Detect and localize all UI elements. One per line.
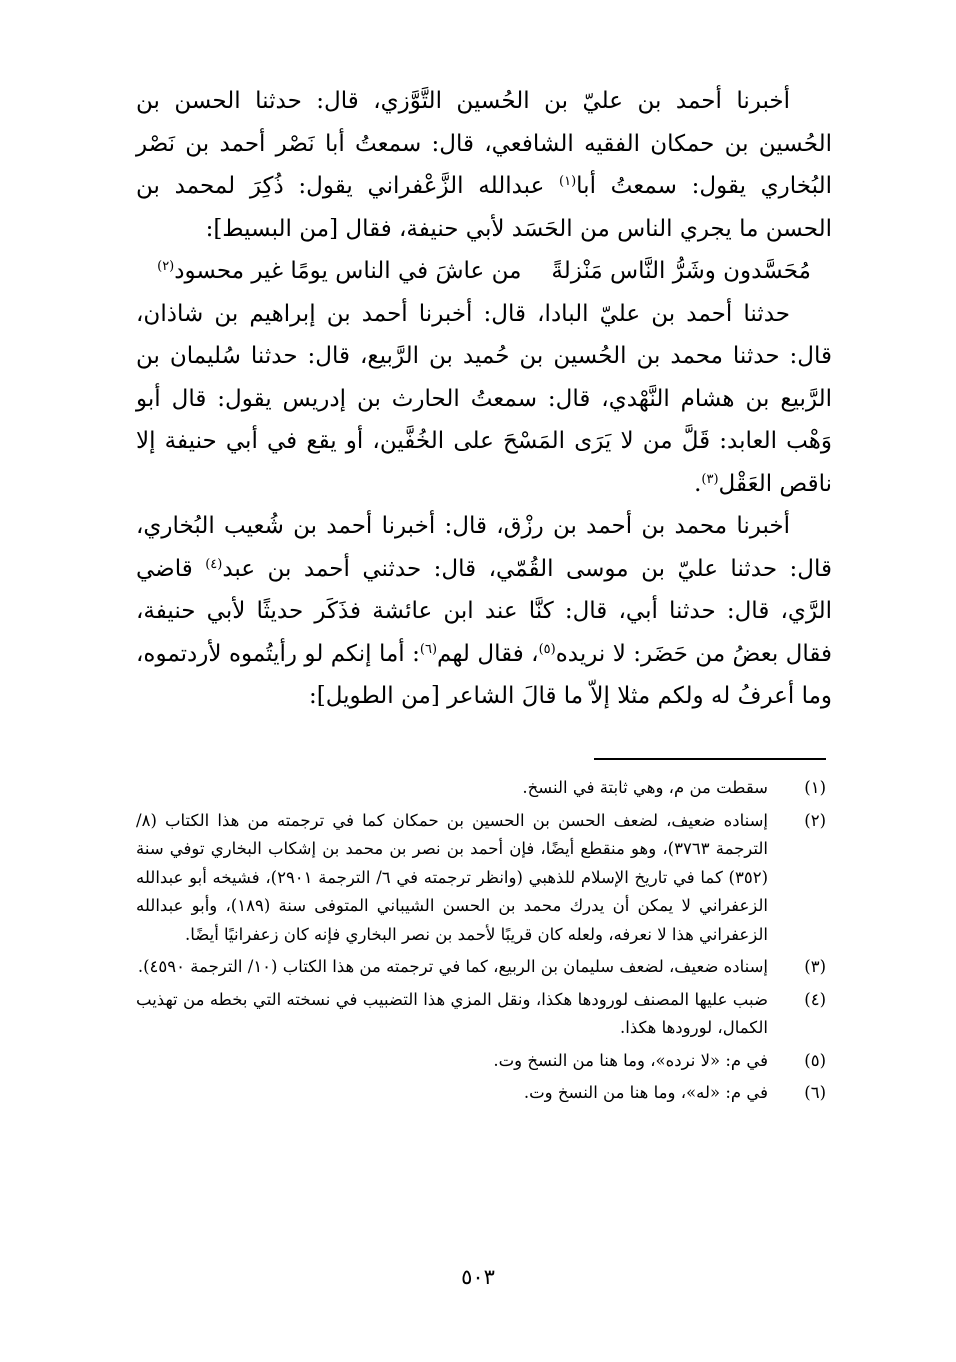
footnote-text: في م: «لا نرده»، وما هنا من النسخ وت.	[493, 1050, 768, 1070]
footnote-number: (١)	[804, 778, 826, 797]
verse-second-hemistich	[157, 250, 521, 293]
paragraph-3	[136, 505, 832, 718]
paragraph-3-text-d: : أما إنكم لو رأيتُموه لأردتموه، وما أعرفُ له ولكم مثلا إلاّ ما قالَ الشاعر [من الطويل]:	[136, 640, 832, 709]
paragraph-3-text-b: قاضي الرَّي، قال: حدثنا أبي، قال: كنَّا عند ابن عائشة فذَكَر حديثًا لأبي حنيفة، فقال بعضُ من حَضَر: لا نريده	[136, 555, 833, 667]
paragraph-1	[136, 80, 832, 250]
footnote-text: ضبب عليها المصنف لورودها هكذا، ونقل المزي هذا التضبيب في نسخته التي بخطه من تهذيب الكمال، لورودها هكذا.	[136, 989, 768, 1037]
paragraph-3-text-a: أخبرنا محمد بن أحمد بن رزْق، قال: أخبرنا أحمد بن شُعيب البُخاري، قال: حدثنا عليّ بن موسى القُمّي، قال: حدثني أحمد بن عبد	[136, 513, 833, 582]
footnote-4	[136, 986, 826, 1043]
verse-second-text: من عاشَ في الناس يومًا غير محسود	[174, 258, 522, 284]
footnote-number: (٤)	[804, 989, 826, 1009]
paragraph-2-text: حدثنا أحمد بن عليّ البادا، قال: أخبرنا أحمد بن إبراهيم بن شاذان، قال: حدثنا محمد بن الحُسين بن حُميد بن الرَّبيع، قال: حدثنا سُليمان بن الرَّبيع بن هشام النَّهْدي، قال: سمعتُ الحارث بن إدريس يقول: قال أبو وَهْب العابد: قَلَّ من لا يَرَى المَسْحَ على الخُفَّين، أو يقع في أبي حنيفة إلا ناقص العَقْل	[136, 300, 832, 497]
main-text	[136, 80, 832, 718]
footnote-1	[136, 774, 826, 803]
verse-line	[136, 250, 832, 293]
paragraph-3-text-c: ، فقال لهم	[437, 640, 539, 667]
paragraph-2	[136, 293, 832, 506]
footnote-number: (٢)	[804, 810, 826, 830]
footnote-text: إسناده ضعيف، لضعف الحسن بن الحسين بن حمكان كما في ترجمته من هذا الكتاب (٨/ الترجمة ٣٧٦٣)، وهو منقطع أيضًا، فإن أحمد بن نصر بن محمد بن إشكاب البخاري توفي سنة (٣٥٢) كما في تاريخ الإسلام للذهبي (وانظر ترجمته في ٦/ الترجمة ٢٩٠١)، فشيخه أبو عبدالله الزعفراني لا يمكن أن يدرك محمد بن الحسن الشيباني المتوفى سنة (١٨٩)، وأبو عبدالله الزعفراني هذا لا نعرفه، ولعله كان قريبًا لأحمد بن نصر البخاري فإنه كان زعفرانيًا أيضًا.	[136, 810, 769, 944]
footnote-ref-6: (٦)	[419, 641, 438, 657]
footnote-ref-5: (٥)	[538, 641, 556, 657]
footnote-number: (٥)	[804, 1050, 826, 1070]
footnote-ref-2: (٢)	[157, 259, 175, 274]
footnote-6	[136, 1079, 826, 1108]
footnote-separator	[594, 758, 826, 760]
footnote-text: إسناده ضعيف، لضعف سليمان بن الربيع، كما في ترجمته من هذا الكتاب (١٠/ الترجمة ٤٥٩٠).	[137, 957, 768, 976]
paragraph-1-text: أخبرنا أحمد بن عليّ بن الحُسين التَّوَّزي، قال: حدثنا الحسن بن الحُسين بن حمكان الفقيه الشافعي، قال: سمعتُ أبا نَصْر أحمد بن نَصْر البُخاري يقول: سمعتُ أبا	[136, 88, 832, 199]
paragraph-2-end: .	[694, 470, 702, 497]
page-number: ٥٠٣	[461, 1265, 495, 1289]
footnote-2	[136, 807, 826, 950]
footnote-text: سقطت من م، وهي ثابتة في النسخ.	[522, 778, 768, 797]
paragraph-1-tail: عبدالله الزَّعْفراني يقول: ذُكِرَ لمحمد بن الحسن ما يجري الناس من الحَسَد لأبي حنيفة، فقال [من البسيط]:	[136, 173, 832, 242]
footnote-5	[136, 1047, 826, 1076]
footnote-ref-3: (٣)	[701, 471, 719, 487]
footnotes	[136, 774, 826, 1112]
footnote-3	[136, 953, 826, 982]
footnote-ref-4: (٤)	[205, 556, 223, 572]
footnote-text: في م: «له»، وما هنا من النسخ وت.	[523, 1083, 768, 1102]
footnote-number: (٣)	[804, 957, 826, 976]
footnote-number: (٦)	[804, 1083, 826, 1102]
footnote-ref-1: (١)	[559, 174, 577, 189]
verse-first-hemistich: مُحَسَّدون وشَرُّ النَّاس مَنْزلةً	[551, 258, 811, 284]
